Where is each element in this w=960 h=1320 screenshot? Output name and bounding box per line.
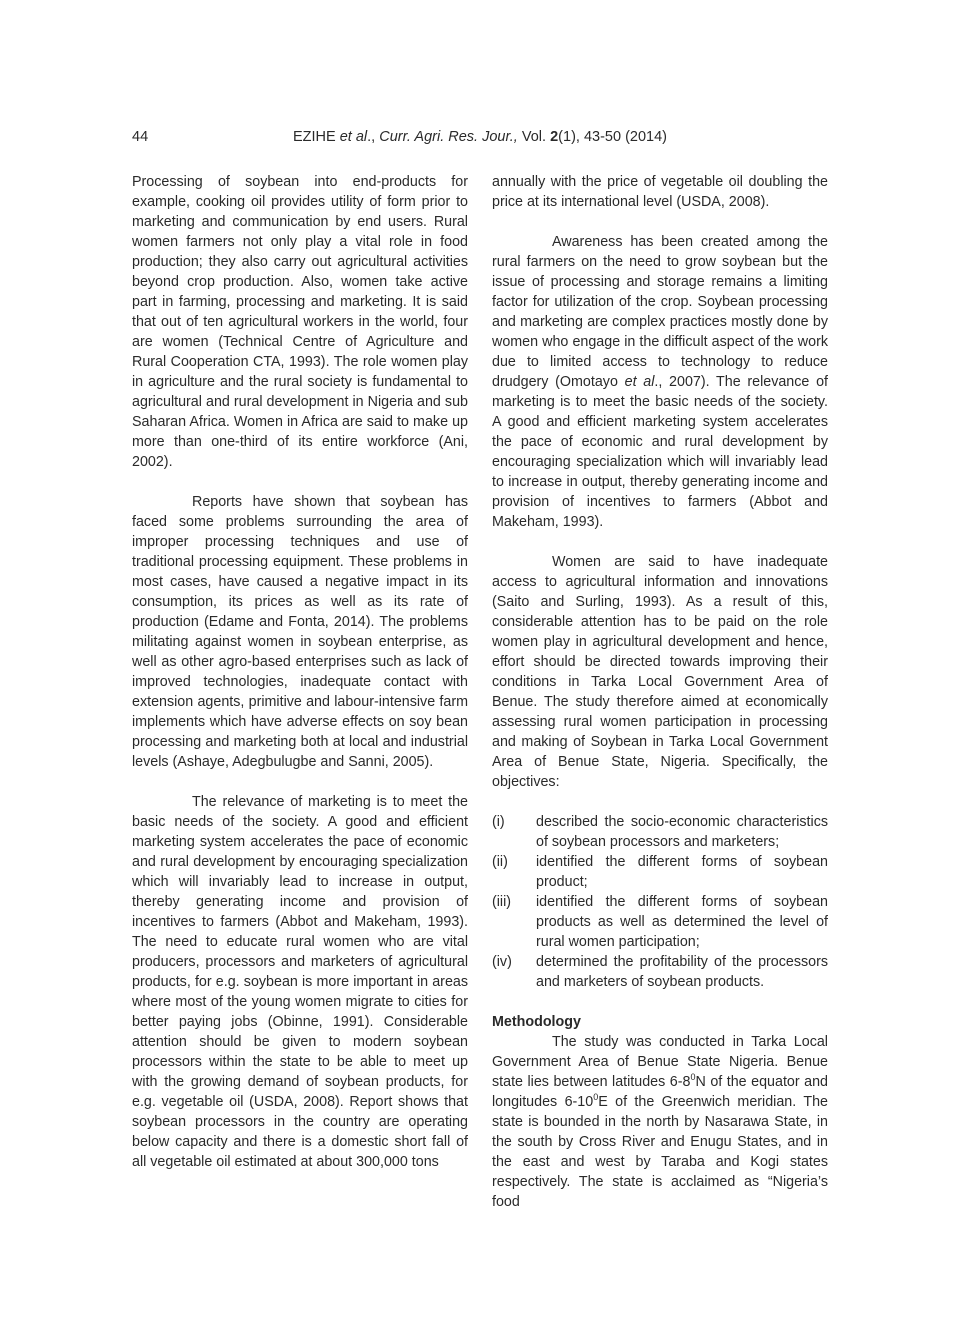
- degree-superscript: 0: [690, 1072, 696, 1083]
- degree-superscript: 0: [593, 1092, 599, 1103]
- paragraph-text: The study was conducted in Tarka Local Government Area of Benue State Nigeria. Benue state lies between latitudes 6-8: [492, 1034, 828, 1090]
- paragraph: The relevance of marketing is to meet the basic needs of the society. A good and efficient marketing system accelerates the pace of economic and rural development by encouraging specialization which will invariably lead to increase in output, thereby generating income and provision of incentives to farmers (Abbot and Makeham, 1993). The need to educate rural women who are vital producers, processors and marketers of agricultural products, for e.g. soybean is more important in areas where most of the young women migrate to cities for better paying jobs (Obinne, 1991). Considerable attention should be given to modern soybean processors within the state to be able to meet up with the growing demand of soybean products, for e.g. vegetable oil (USDA, 2008). Report shows that soybean processors in the country are operating below capacity and there is a domestic short fall of all vegetable oil estimated at about 300,000 tons: [132, 794, 468, 1170]
- objectives-list: [492, 812, 828, 992]
- running-header: [132, 129, 828, 151]
- list-item: [492, 892, 828, 952]
- paragraph-text: E of the Greenwich meridian. The state is bounded in the north by Nasarawa State, in the south by Cross River and Enugu States, and in the east and west by Taraba and Kogi states respectively. The state is acclaimed as “Nigeria’s food: [492, 1094, 828, 1210]
- list-item-text: identified the different forms of soybean product;: [536, 854, 828, 890]
- paragraph: [492, 1032, 828, 1212]
- list-item-number: (iv): [492, 954, 512, 970]
- paragraph-text: ., 2007). The relevance of marketing is to meet the basic needs of the society. A good and efficient marketing system accelerates the pace of economic and rural development by encouraging specialization which will invariably lead to increase in output, thereby generating income and provision of incentives to farmers (Abbot and Makeham, 1993).: [492, 374, 828, 530]
- paragraph: [492, 232, 828, 532]
- list-item-text: determined the profitability of the processors and marketers of soybean products.: [536, 954, 828, 990]
- paragraph: Processing of soybean into end-products for example, cooking oil provides utility of form prior to marketing and communication by end users. Rural women farmers not only play a vital role in food production; they also carry out agricultural activities beyond crop production. Also, women take active part in farming, processing and marketing. It is said that out of ten agricultural workers in the world, four are women (Technical Centre of Agriculture and Rural Cooperation CTA, 1993). The role women play in agriculture and the rural society is fundamental to agricultural and rural development in Nigeria and sub Saharan Africa. Women in Africa are said to make up more than one-third of its entire workforce (Ani, 2002).: [132, 174, 468, 470]
- paragraph: annually with the price of vegetable oil doubling the price at its international level (USDA, 2008).: [492, 174, 828, 210]
- header-authors: EZIHE: [293, 129, 336, 145]
- list-item-number: (ii): [492, 854, 508, 870]
- section-heading: Methodology: [492, 1014, 581, 1030]
- page-number: 44: [132, 129, 149, 145]
- list-item-number: (i): [492, 814, 505, 830]
- left-column: [132, 172, 468, 1172]
- paragraph: Reports have shown that soybean has faced some problems surrounding the area of improper processing techniques and use of traditional processing equipment. These problems in most cases, have caused a negative impact in its consumption, its prices as well as its rate of production (Edame and Fonta, 2014). The problems militating against women in soybean enterprise, as well as other agro-based enterprises such as lack of improved technologies, inadequate contact with extension agents, primitive and labour-intensive farm implements which have adverse effects on soy bean processing and marketing both at local and industrial levels (Ashaye, Adegbulugbe and Sanni, 2005).: [132, 494, 468, 770]
- header-etal: et al: [339, 129, 368, 145]
- header-issue-pages: (1), 43-50 (2014): [558, 129, 667, 145]
- header-vol-label: Vol.: [521, 129, 547, 145]
- list-item-text: identified the different forms of soybean products as well as determined the level of rural women participation;: [536, 894, 828, 950]
- list-item: [492, 852, 828, 892]
- header-journal: Curr. Agri. Res. Jour.,: [379, 129, 518, 145]
- paragraph-text: N of the equator and longitudes 6-10: [492, 1074, 828, 1110]
- list-item-text: described the socio-economic characteristics of soybean processors and marketers;: [536, 814, 828, 850]
- right-column: [492, 172, 828, 1212]
- list-item: [492, 952, 828, 992]
- header-vol-number: 2: [550, 129, 559, 145]
- list-item: [492, 812, 828, 852]
- list-item-number: (iii): [492, 894, 512, 910]
- etal-italic: et al: [624, 374, 655, 390]
- paragraph-text: Awareness has been created among the rural farmers on the need to grow soybean but the issue of processing and storage remains a limiting factor for utilization of the crop. Soybean processing and marketing are complex practices mostly done by women who engage in the difficult aspect of the work due to limited access to technology to reduce drudgery (Omotayo: [492, 234, 828, 390]
- journal-citation: EZIHE et al., Curr. Agri. Res. Jour., Vol. 2(1), 43-50 (2014): [293, 129, 667, 145]
- paragraph: Women are said to have inadequate access to agricultural information and innovations (Saito and Surling, 1993). As a result of this, considerable attention has to be paid on the role women play in agricultural development and hence, effort should be directed towards improving their conditions in Tarka Local Government Area of Benue. The study therefore aimed at economically assessing rural women participation in processing and making of Soybean in Tarka Local Government Area of Benue State, Nigeria. Specifically, the objectives:: [492, 554, 828, 790]
